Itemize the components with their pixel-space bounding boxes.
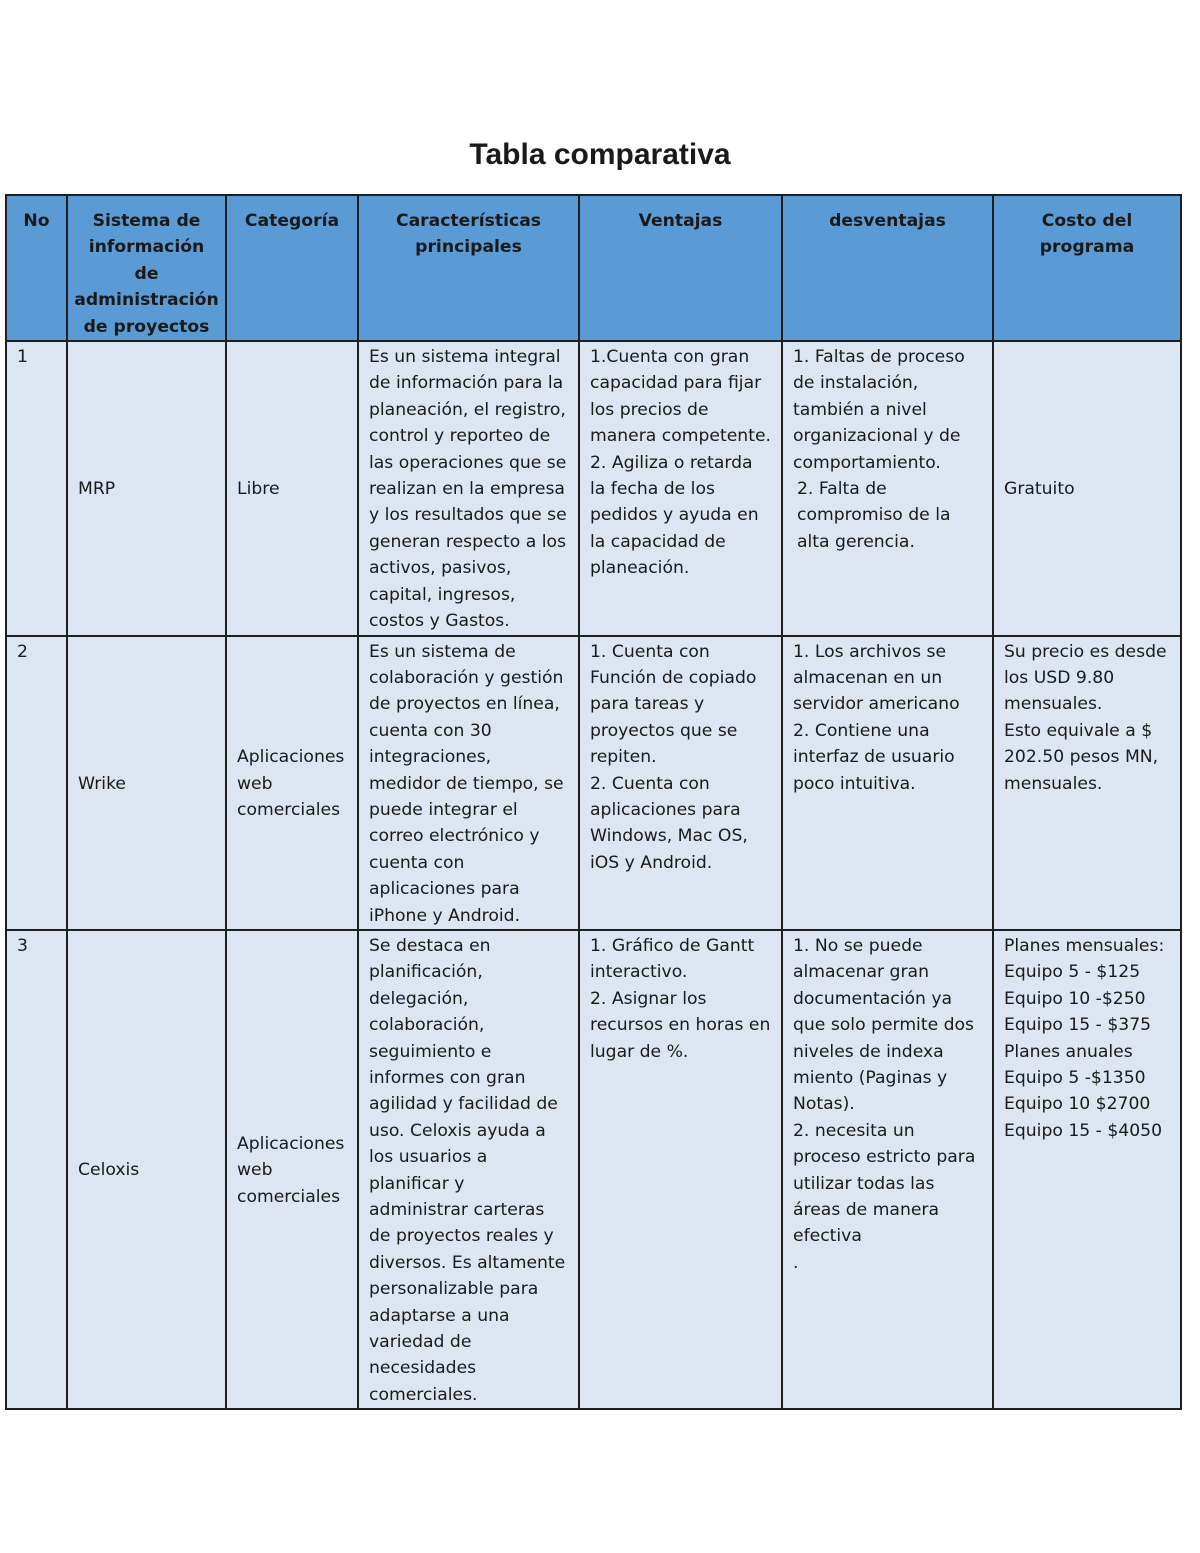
disadvantages <box>782 930 993 1409</box>
system-name: MRP <box>67 341 226 635</box>
cost-item: Su precio es desde los USD 9.80 mensuales. <box>1004 641 1167 715</box>
advantage-item: 2. Asignar los recursos en horas en lugar de %. <box>590 988 771 1062</box>
header-ventajas: Ventajas <box>579 195 782 341</box>
category: Aplicaciones web comerciales <box>226 636 358 930</box>
disadvantages <box>782 636 993 930</box>
disadvantage-item: 2. necesita un proceso estricto para utilizar todas las áreas de manera efectiva <box>793 1120 976 1247</box>
advantage-item: 2. Agiliza o retarda la fecha de los pedidos y ayuda en la capacidad de planeación. <box>590 452 759 579</box>
cost-item: Gratuito <box>1004 479 1075 500</box>
header-categoria: Categoría <box>226 195 358 341</box>
cost-item: Equipo 10 $2700 <box>1004 1094 1151 1115</box>
features: Es un sistema de colaboración y gestión de proyectos en línea, cuenta con 30 integraciones, medidor de tiempo, se puede integrar el correo electrónico y cuenta con aplicaciones para iPhone y Android. <box>358 636 579 930</box>
disadvantage-item: 1. No se puede almacenar gran documentación ya que solo permite dos niveles de indexa miento (Paginas y Notas). <box>793 935 974 1115</box>
advantage-item: 1. Gráfico de Gantt interactivo. <box>590 935 755 983</box>
disadvantage-item: . <box>793 1252 799 1273</box>
cost-item: Equipo 5 -$1350 <box>1004 1068 1146 1088</box>
advantages <box>579 341 782 635</box>
disadvantage-item: 2. Contiene una interfaz de usuario poco intuitiva. <box>793 720 955 794</box>
header-caracteristicas: Características principales <box>358 195 579 341</box>
row-number: 3 <box>6 930 67 1409</box>
cost <box>993 341 1181 635</box>
table-row <box>6 341 1181 635</box>
disadvantage-item: 1. Los archivos se almacenan en un servidor americano <box>793 641 960 715</box>
category: Aplicaciones web comerciales <box>226 930 358 1409</box>
disadvantage-item: 1. Faltas de proceso de instalación, también a nivel organizacional y de comportamiento. <box>793 347 965 473</box>
cost-item: Equipo 5 - $125 <box>1004 962 1141 983</box>
disadvantages <box>782 341 993 635</box>
system-name: Wrike <box>67 636 226 930</box>
cost-item: Equipo 15 - $375 <box>1004 1015 1152 1036</box>
advantages <box>579 636 782 930</box>
header-costo: Costo del programa <box>993 195 1181 341</box>
disadvantage-item: 2. Falta de compromiso de la alta gerencia. <box>797 479 951 552</box>
cost-item: Equipo 10 -$250 <box>1004 988 1146 1009</box>
advantage-item: 1.Cuenta con gran capacidad para fijar los precios de manera competente. <box>590 347 771 447</box>
features: Es un sistema integral de información para la planeación, el registro, control y reporteo de las operaciones que se realizan en la empresa y los resultados que se generan respecto a los activos, pasivos, capital, ingresos, costos y Gastos. <box>358 341 579 635</box>
row-number: 1 <box>6 341 67 635</box>
table-row <box>6 636 1181 930</box>
table-row <box>6 930 1181 1409</box>
advantage-item: 1. Cuenta con Función de copiado para tareas y proyectos que se repiten. <box>590 641 757 768</box>
comparison-table <box>5 194 1182 1410</box>
cost-item: Equipo 15 - $4050 <box>1004 1120 1163 1141</box>
header-sistema: Sistema de información de administración de proyectos <box>67 195 226 341</box>
page-title: Tabla comparativa <box>469 138 731 171</box>
header-row <box>6 195 1181 341</box>
cost-item: Planes mensuales: <box>1004 935 1165 956</box>
advantages <box>579 930 782 1409</box>
cost <box>993 636 1181 930</box>
cost-item: Planes anuales <box>1004 1041 1133 1062</box>
cost <box>993 930 1181 1409</box>
header-no: No <box>6 195 67 341</box>
category: Libre <box>226 341 358 635</box>
features: Se destaca en planificación, delegación, colaboración, seguimiento e informes con gran agilidad y facilidad de uso. Celoxis ayuda a los usuarios a planificar y administrar carteras de proyectos reales y diversos. Es altamente personalizable para adaptarse a una variedad de necesidades comerciales. <box>358 930 579 1409</box>
row-number: 2 <box>6 636 67 930</box>
advantage-item: 2. Cuenta con aplicaciones para Windows, Mac OS, iOS y Android. <box>590 773 748 873</box>
system-name: Celoxis <box>67 930 226 1409</box>
cost-item: Esto equivale a $ 202.50 pesos MN, mensuales. <box>1004 720 1159 794</box>
header-desventajas: desventajas <box>782 195 993 341</box>
